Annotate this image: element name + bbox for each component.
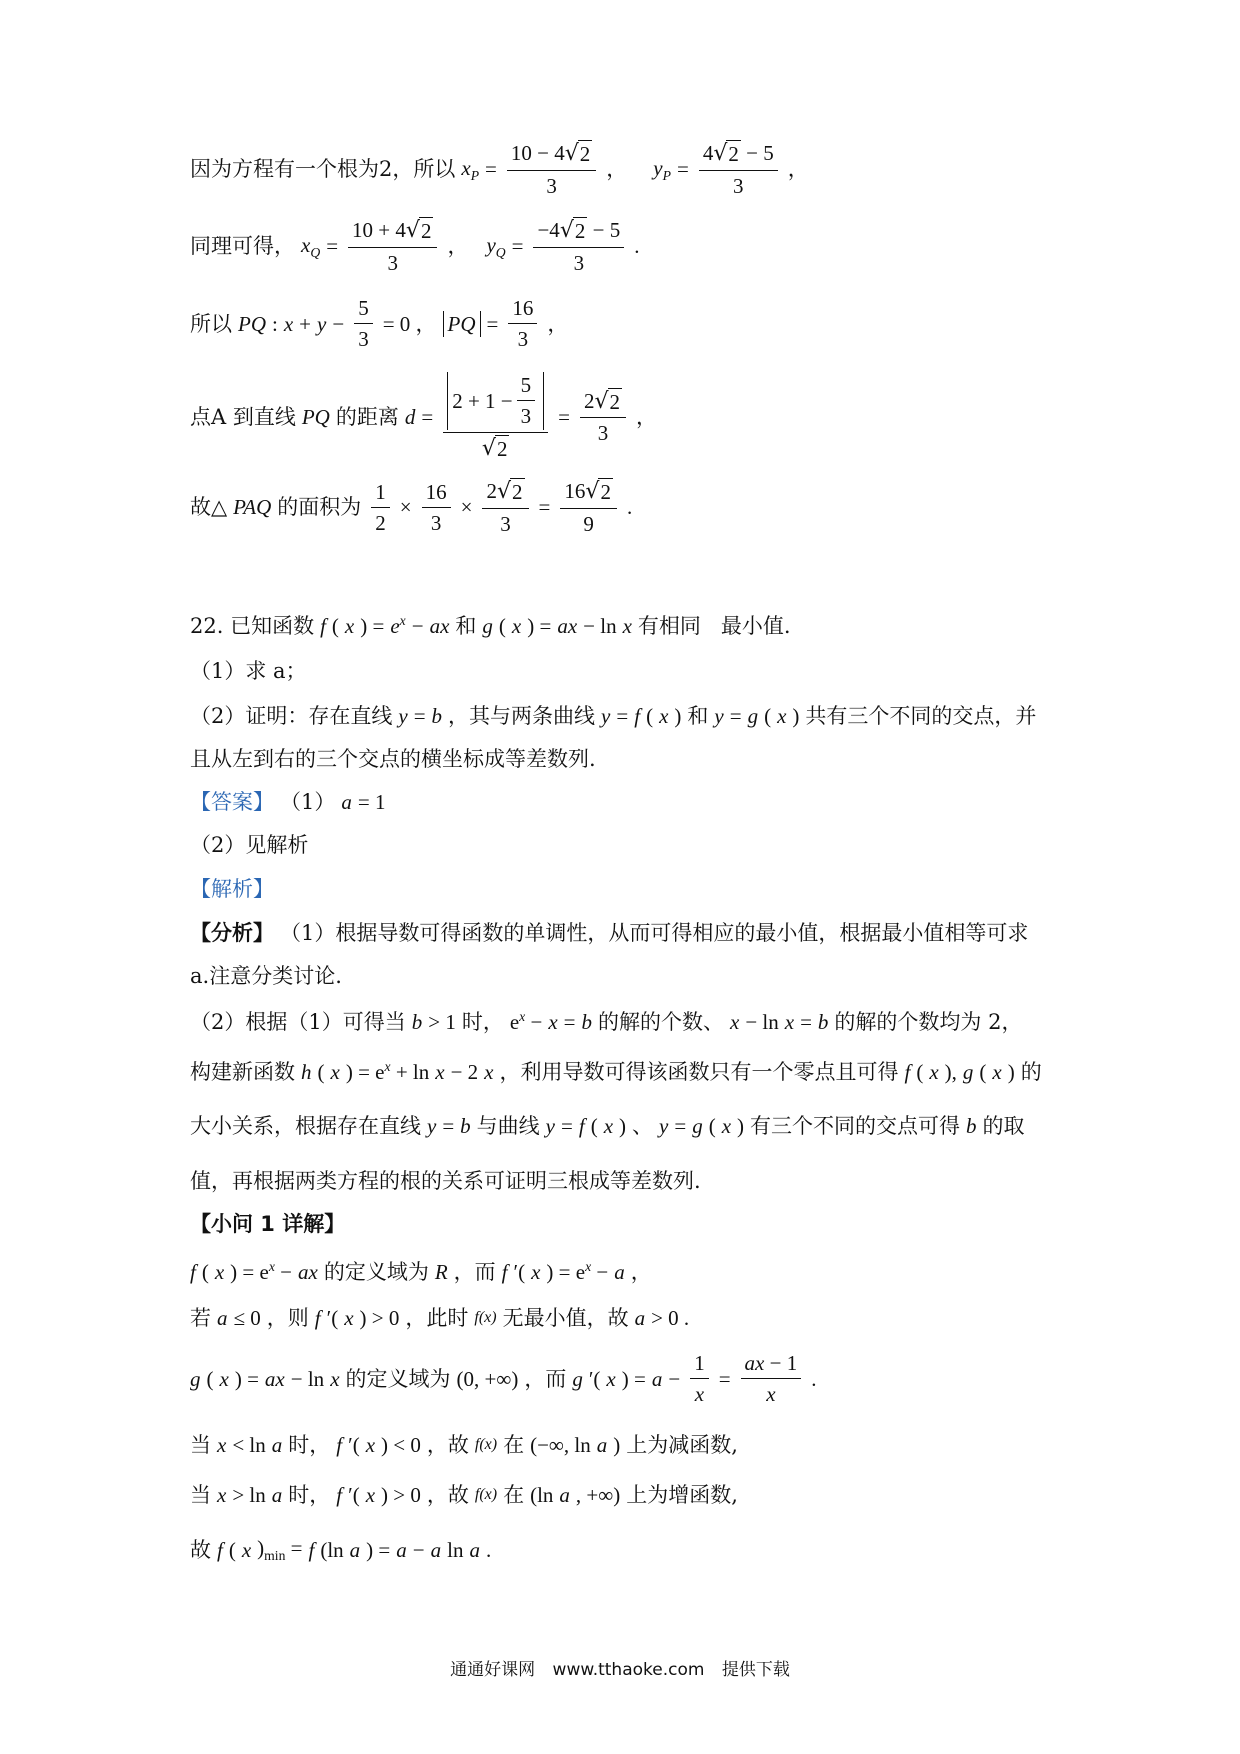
sub-question-1-tag-line: 【小问 1 详解】: [190, 1212, 346, 1236]
analysis-tag: 【解析】: [190, 877, 274, 901]
detail-line-3: g ( x ) = ax − ln x 的定义域为 (0, +∞) ，而 g ′( x ) = a − $\frac{1}{x}$ = $\frac{ax - 1}{x}$ .: [190, 1351, 817, 1407]
text: 因为方程有一个根为2，所以: [190, 157, 456, 182]
footer-site-name: 通通好课网: [450, 1660, 536, 1680]
answer-line: 【答案】 （1） a = 1: [190, 790, 386, 814]
answer-tag: 【答案】: [190, 790, 274, 814]
question-22-part-2-cont: 且从左到右的三个交点的横坐标成等差数列.: [190, 747, 596, 771]
fenxi-line-6: 值，再根据两类方程的根的关系可证明三根成等差数列.: [190, 1169, 701, 1193]
question-22-part-2: （2）证明：存在直线 y = b ，其与两条曲线 y = f ( x ) 和 y = g ( x ) 共有三个不同的交点，并: [190, 704, 1037, 728]
fenxi-line-2: a.注意分类讨论.: [190, 964, 342, 988]
solution-line-distance: 点A 到直线 PQ 的距离 d = 2 + 1 − $\frac{5}{3}$ √ 2 = 2 √ 2 3 ，: [190, 373, 658, 461]
detail-line-1: f ( x ) = $e^x$ − ax 的定义域为 R ，而 f ′( x ) = $e^x$ − a ，: [190, 1259, 652, 1284]
answer-part-2: （2）见解析: [190, 833, 309, 857]
fenxi-line-3: （2）根据（1）可得当 b > 1 时， $e^x$ − x = b 的解的个数、 x − ln x = b 的解的个数均为 2，: [190, 1009, 1023, 1034]
detail-line-4: 当 x < ln a 时， f ′( x ) < 0 ，故 f(x) 在 (−∞, ln a ) 上为减函数,: [190, 1433, 738, 1457]
footer-note: 提供下载: [721, 1660, 790, 1680]
detail-line-2: 若 a ≤ 0 ，则 f ′( x ) > 0 ，此时 f(x) 无最小值，故 a > 0 .: [190, 1306, 690, 1330]
analysis-tag-line: [190, 876, 1060, 902]
solution-line-area: 故△ PAQ 的面积为 $\frac{1}{2}$ × $\frac{16}{3}$ × 2 √ 2 3 = 16 √ 2 9 .: [190, 479, 633, 536]
detail-line-5: 当 x > ln a 时， f ′( x ) > 0 ，故 f(x) 在 (ln a , +∞) 上为增函数,: [190, 1483, 738, 1507]
page-footer: [0, 1655, 1240, 1680]
fraction: 4 √ 2 − 5 3: [699, 140, 778, 199]
footer-url[interactable]: www.tthaoke.com: [552, 1660, 705, 1680]
fenxi-line-5: 大小关系，根据存在直线 y = b 与曲线 y = f ( x ) 、 y = g ( x ) 有三个不同的交点可得 b 的取: [190, 1114, 1025, 1138]
fenxi-line-4: 构建新函数 h ( x ) = $e^x + \ln$ x − 2 x ，利用导数可得该函数只有一个零点且可得 f ( x ), g ( x ) 的: [190, 1059, 1042, 1084]
fraction: 10 − 4 √ 2 3: [507, 140, 596, 199]
solution-line-pq: 所以 PQ : x + y − $\frac{5}{3}$ = 0 ， PQ = $\frac{16}{3}$ ，: [190, 296, 569, 352]
fenxi-line-1: 【分析】 （1）根据导数可得函数的单调性，从而可得相应的最小值，根据最小值相等可求: [190, 921, 1029, 945]
solution-line-xp-yp: 因为方程有一个根为2，所以 $x_P$ = 10 − 4 √ 2 3 ， $y_P$ = 4 √ 2 − 5 3 ，: [190, 141, 809, 198]
question-22-part-1: （1）求 a；: [190, 659, 307, 683]
solution-line-xq-yq: 同理可得， $x_Q$ = 10 + 4 √ 2 3 ， $y_Q$ = −4 √ 2 − 5 3 .: [190, 218, 640, 275]
question-22-title: 22. 已知函数 f ( x ) = $e^x$ − ax 和 g ( x ) = ax − ln x 有相同 最小值.: [190, 613, 791, 638]
detail-line-6: 故 f ( x )$_{min}$ = f (ln a ) = a − a ln a .: [190, 1536, 492, 1564]
